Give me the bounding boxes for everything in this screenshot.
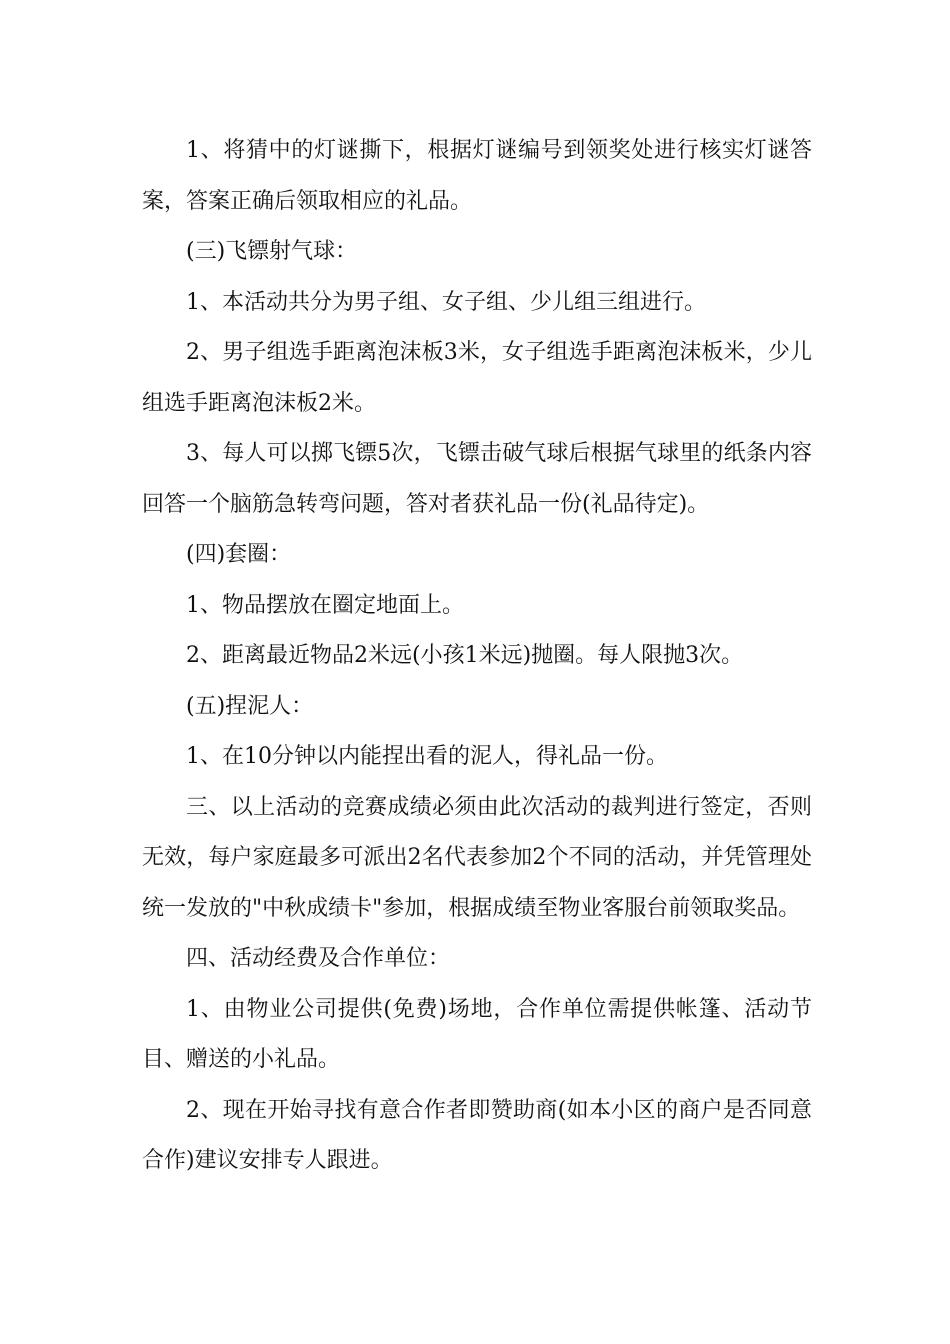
section-heading-ring-toss: (四)套圈： <box>186 542 292 567</box>
paragraph-funding-venue: 1、由物业公司提供(免费)场地，合作单位需提供帐篷、活动节目、赠送的小礼品。 <box>142 996 812 1072</box>
paragraph-lantern-riddle-rule: 1、将猜中的灯谜撕下，根据灯谜编号到领奖处进行核实灯谜答案，答案正确后领取相应的礼品。 <box>142 138 812 214</box>
paragraph-funding-sponsors: 2、现在开始寻找有意合作者即赞助商(如本小区的商户是否同意合作)建议安排专人跟进。 <box>142 1097 812 1173</box>
paragraph-clay-figure-rule: 1、在10分钟以内能捏出看的泥人，得礼品一份。 <box>186 744 668 769</box>
section-heading-clay-figure: (五)捏泥人： <box>186 693 314 719</box>
paragraph-ring-toss-items: 1、物品摆放在圈定地面上。 <box>186 592 464 618</box>
section-heading-darts: (三)飞镖射气球： <box>186 239 358 264</box>
paragraph-darts-distance: 2、男子组选手距离泡沫板3米，女子组选手距离泡沫板米，少儿组选手距离泡沫板2米。 <box>142 340 812 416</box>
document-page <box>142 126 812 1187</box>
paragraph-darts-rules: 3、每人可以掷飞镖5次，飞镖击破气球后根据气球里的纸条内容回答一个脑筋急转弯问题，答对者获礼品一份(礼品待定)。 <box>142 441 812 517</box>
paragraph-darts-groups: 1、本活动共分为男子组、女子组、少儿组三组进行。 <box>186 289 706 315</box>
section-heading-funding: 四、活动经费及合作单位： <box>186 946 451 971</box>
paragraph-ring-toss-distance: 2、距离最近物品2米远(小孩1米远)抛圈。每人限抛3次。 <box>186 643 744 668</box>
paragraph-judging-rules: 三、以上活动的竞赛成绩必须由此次活动的裁判进行签定，否则无效，每户家庭最多可派出2名代表参加2个不同的活动，并凭管理处统一发放的"中秋成绩卡"参加，根据成绩至物业客服台前领取奖品。 <box>142 794 812 921</box>
